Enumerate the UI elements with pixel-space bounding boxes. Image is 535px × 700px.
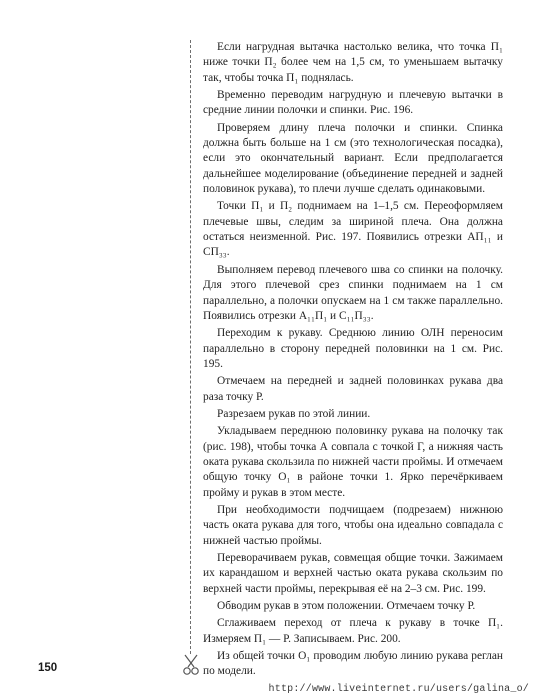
paragraph: Переходим к рукаву. Среднюю линию ОЛН переносим параллельно в сторону передней половинки на 1 см. Рис. 195. (203, 327, 503, 370)
paragraph: При необходимости подчищаем (подрезаем) нижнюю часть оката рукава для того, чтобы она идеально совпадала с нижней частью проймы. (203, 503, 503, 547)
paragraph: Точки П₁ и П₂ поднимаем на 1–1,5 см. Переоформляем плечевые швы, следим за шириной плеча. Она должна остаться неизменной. Рис. 197. Появились отрезки АП₁₁ и СП₃₃. (203, 200, 503, 259)
paragraph: Отмечаем на передней и задней половинках рукава два раза точку Р. (203, 375, 503, 403)
paragraph: Если нагрудная вытачка настолько велика, что точка П₁ ниже точки П₂ более чем на 1,5 см, то уменьшаем вытачку так, чтобы точка П₁ поднялась. (203, 41, 503, 84)
paragraph: Проверяем длину плеча полочки и спинки. Спинка должна быть больше на 1 см (это технологическая посадка), если это окончательный вариант. Если предполагается дальнейшее моделирование (объединение передней и задней половинок рукава), то плечи лучше сделать одинаковыми. (203, 121, 503, 196)
paragraph: Временно переводим нагрудную и плечевую вытачки в средние линии полочки и спинки. Рис. 196. (203, 89, 503, 117)
watermark-url: http://www.liveinternet.ru/users/galina_o/ (268, 684, 529, 695)
paragraph: Сглаживаем переход от плеча к рукаву в точке П₁. Измеряем П₁ — Р. Записываем. Рис. 200. (203, 617, 503, 645)
paragraph: Укладываем переднюю половинку рукава на полочку так (рис. 198), чтобы точка А совпала с точкой Г, а нижняя часть оката рукава скользила по нижней части проймы. И отмечаем общую точку О₁ в районе точки 1. Ярко перечёркиваем пройму и рукав в этом месте. (203, 425, 503, 499)
paragraph: Обводим рукав в этом положении. Отмечаем точку Р. (217, 600, 476, 613)
cut-guide-line (190, 40, 191, 654)
scissors-icon (181, 654, 201, 676)
body-text (203, 40, 503, 682)
paragraph: Из общей точки О₁ проводим любую линию рукава реглан по модели. (203, 650, 503, 678)
page-number: 150 (38, 662, 58, 674)
paragraph: Разрезаем рукав по этой линии. (217, 407, 371, 420)
paragraph: Выполняем перевод плечевого шва со спинки на полочку. Для этого плечевой срез спинки поднимаем на 1 см параллельно, а полочки опускаем на 1 см также параллельно. Появились отрезки А₁₁П₁ и С₁₁П₃₃. (203, 263, 503, 322)
paragraph: Переворачиваем рукав, совмещая общие точки. Зажимаем их карандашом и верхней частью оката рукава скользим по верхней части проймы, перекрывая её на 2–3 см. Рис. 199. (203, 552, 503, 595)
